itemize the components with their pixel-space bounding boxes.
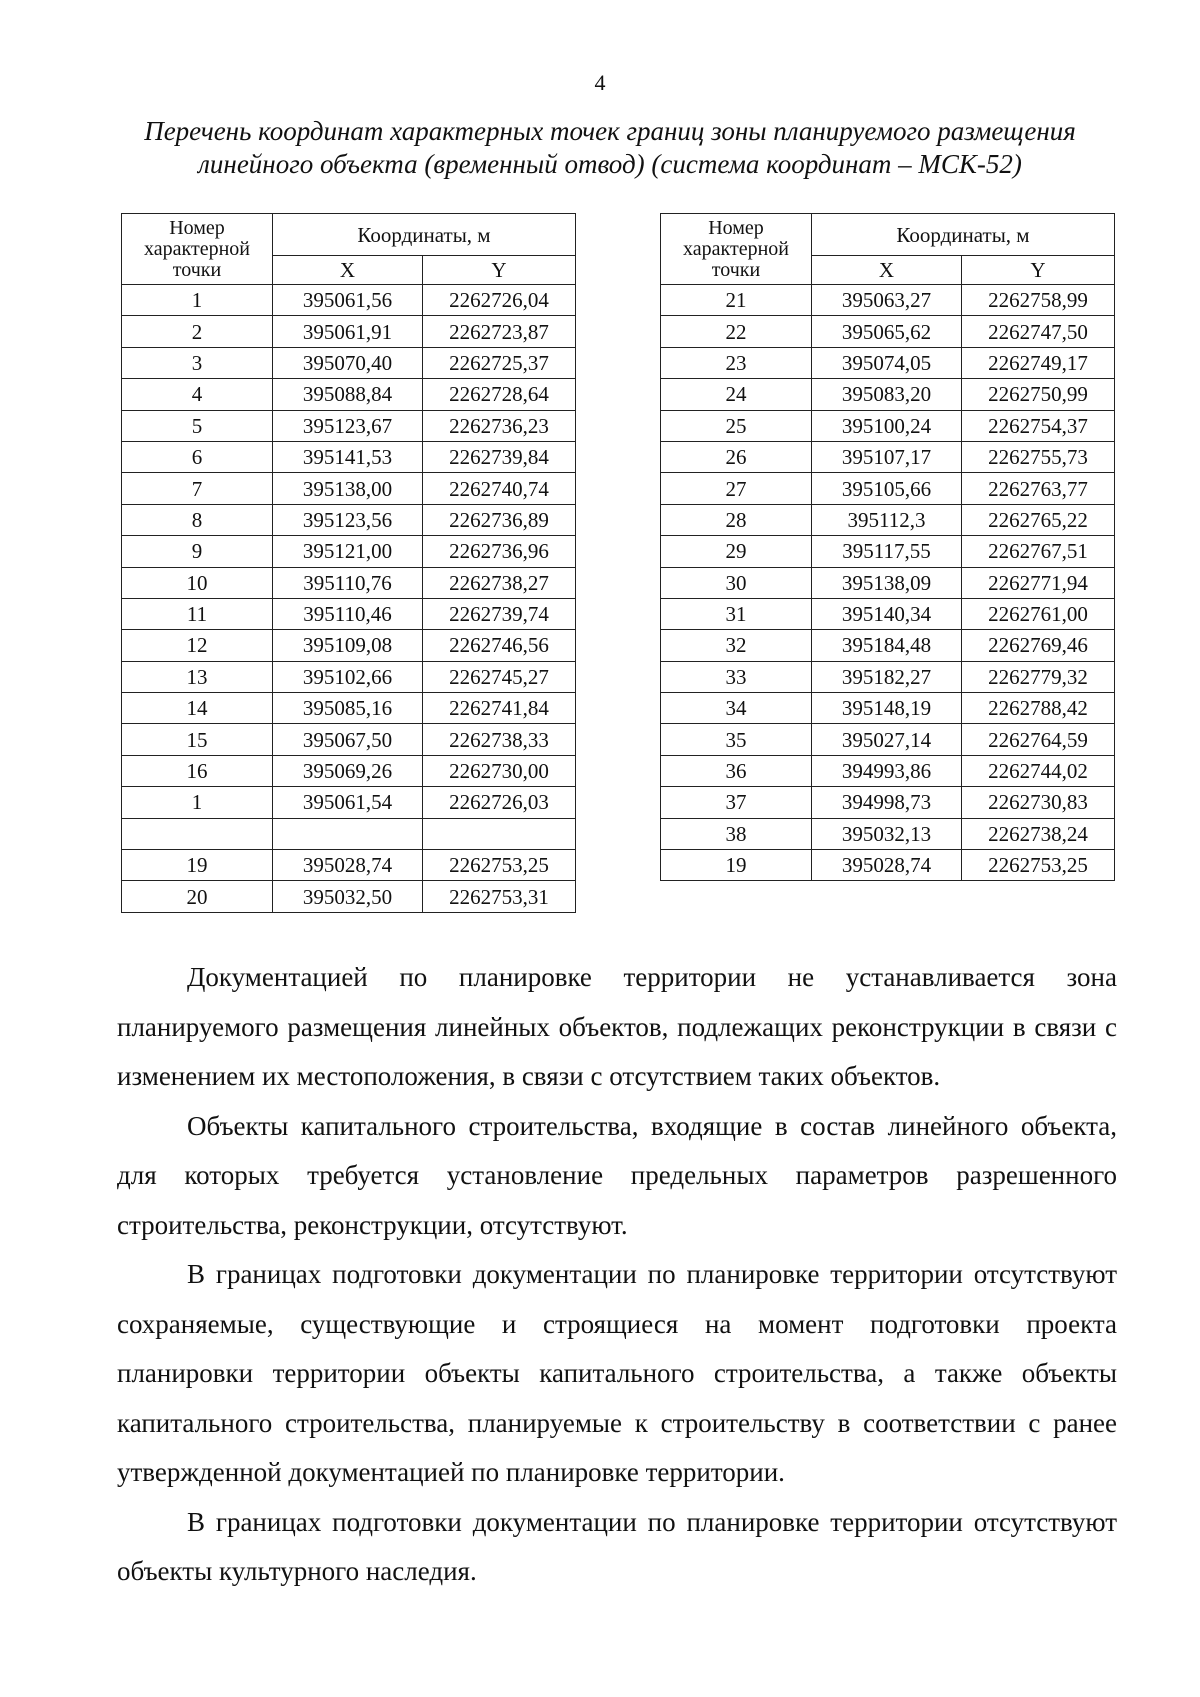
y-coordinate-cell: 2262740,74 [423,473,576,504]
point-number-header: Номер характерной точки [661,214,812,285]
point-number-cell: 2 [122,316,273,347]
table-row [661,787,1115,818]
y-coordinate-cell: 2262754,37 [962,410,1115,441]
point-number-cell: 22 [661,316,812,347]
table-row [122,818,576,849]
x-coordinate-cell: 395105,66 [812,473,962,504]
table-row [122,441,576,472]
y-coordinate-cell: 2262753,25 [962,850,1115,881]
y-coordinate-cell: 2262739,74 [423,598,576,629]
point-number-cell: 9 [122,536,273,567]
table-row [661,598,1115,629]
y-coordinate-cell: 2262758,99 [962,285,1115,316]
point-number-cell: 24 [661,379,812,410]
x-coordinate-cell: 395109,08 [273,630,423,661]
table-row [661,818,1115,849]
y-coordinate-cell [423,818,576,849]
coordinates-header: Координаты, м [273,214,576,256]
table-row [661,661,1115,692]
point-number-cell: 21 [661,285,812,316]
point-number-cell: 23 [661,347,812,378]
x-coordinate-cell: 395027,14 [812,724,962,755]
y-coordinate-cell: 2262749,17 [962,347,1115,378]
x-coordinate-cell: 395123,56 [273,504,423,535]
y-coordinate-cell: 2262747,50 [962,316,1115,347]
x-coordinate-cell: 395117,55 [812,536,962,567]
point-number-cell: 31 [661,598,812,629]
x-coordinate-cell: 395032,50 [273,881,423,912]
x-coordinate-cell: 395112,3 [812,504,962,535]
point-number-cell: 6 [122,441,273,472]
x-coordinate-cell: 394993,86 [812,755,962,786]
point-number-cell: 1 [122,787,273,818]
y-coordinate-cell: 2262730,83 [962,787,1115,818]
x-coordinate-cell: 395061,56 [273,285,423,316]
x-coordinate-cell: 395083,20 [812,379,962,410]
x-coordinate-cell: 395032,13 [812,818,962,849]
coordinates-table-right [660,213,1115,881]
table-row [661,567,1115,598]
y-coordinate-cell: 2262738,27 [423,567,576,598]
document-title [110,115,1110,181]
y-coordinate-cell: 2262788,42 [962,693,1115,724]
point-number-cell: 33 [661,661,812,692]
point-number-cell: 7 [122,473,273,504]
point-number-header: Номер характерной точки [122,214,273,285]
table-row [661,755,1115,786]
table-row [122,881,576,912]
y-coordinate-cell: 2262753,31 [423,881,576,912]
x-coordinate-cell: 395138,00 [273,473,423,504]
point-number-cell: 13 [122,661,273,692]
table-row [122,598,576,629]
x-coordinate-cell [273,818,423,849]
table-row [122,787,576,818]
x-coordinate-cell: 395141,53 [273,441,423,472]
x-coordinate-cell: 395074,05 [812,347,962,378]
y-coordinate-cell: 2262753,25 [423,850,576,881]
table-row [122,347,576,378]
table-row [122,693,576,724]
x-coordinate-cell: 395063,27 [812,285,962,316]
table-row [661,724,1115,755]
y-coordinate-cell: 2262750,99 [962,379,1115,410]
y-coordinate-cell: 2262736,96 [423,536,576,567]
table-left-body [122,285,576,913]
table-row [122,536,576,567]
y-coordinate-cell: 2262726,03 [423,787,576,818]
y-header: Y [962,256,1115,285]
y-coordinate-cell: 2262725,37 [423,347,576,378]
table-row [661,630,1115,661]
y-coordinate-cell: 2262726,04 [423,285,576,316]
y-coordinate-cell: 2262763,77 [962,473,1115,504]
point-number-cell: 19 [661,850,812,881]
point-number-cell: 25 [661,410,812,441]
point-number-cell: 19 [122,850,273,881]
paragraph-capital-objects: Объекты капитального строительства, входящие в состав линейного объекта, для которых требуется установление предельных параметров разрешенного строительства, реконструкции, отсутствуют. [117,1110,1117,1240]
point-number-cell: 14 [122,693,273,724]
point-number-cell: 36 [661,755,812,786]
x-coordinate-cell: 395123,67 [273,410,423,441]
x-coordinate-cell: 395110,76 [273,567,423,598]
point-number-cell: 15 [122,724,273,755]
point-number-cell: 11 [122,598,273,629]
x-coordinate-cell: 395138,09 [812,567,962,598]
y-coordinate-cell: 2262744,02 [962,755,1115,786]
point-number-cell: 30 [661,567,812,598]
table-row [122,473,576,504]
x-coordinate-cell: 395069,26 [273,755,423,786]
y-coordinate-cell: 2262736,89 [423,504,576,535]
x-header: X [812,256,962,285]
point-number-cell: 5 [122,410,273,441]
y-coordinate-cell: 2262771,94 [962,567,1115,598]
body-text [117,953,1117,1597]
table-row [122,850,576,881]
table-row [661,693,1115,724]
table-right-body [661,285,1115,881]
x-coordinate-cell: 395028,74 [273,850,423,881]
x-coordinate-cell: 395184,48 [812,630,962,661]
y-coordinate-cell: 2262738,24 [962,818,1115,849]
point-number-cell: 20 [122,881,273,912]
point-number-cell: 35 [661,724,812,755]
x-coordinate-cell: 395067,50 [273,724,423,755]
point-number-cell: 34 [661,693,812,724]
x-coordinate-cell: 395065,62 [812,316,962,347]
x-coordinate-cell: 395121,00 [273,536,423,567]
point-number-cell: 38 [661,818,812,849]
x-coordinate-cell: 395140,34 [812,598,962,629]
table-row [122,316,576,347]
coordinates-header: Координаты, м [812,214,1115,256]
table-row [661,536,1115,567]
point-number-cell: 8 [122,504,273,535]
y-coordinate-cell: 2262745,27 [423,661,576,692]
x-coordinate-cell: 395100,24 [812,410,962,441]
x-coordinate-cell: 395061,91 [273,316,423,347]
table-row [122,410,576,441]
y-coordinate-cell: 2262736,23 [423,410,576,441]
x-coordinate-cell: 395148,19 [812,693,962,724]
point-number-cell: 28 [661,504,812,535]
y-coordinate-cell: 2262738,33 [423,724,576,755]
paragraph-cultural-heritage: В границах подготовки документации по планировке территории отсутствуют объекты культурного наследия. [117,1506,1117,1586]
y-coordinate-cell: 2262765,22 [962,504,1115,535]
table-row [661,347,1115,378]
coordinates-table-left [121,213,576,913]
point-number-cell: 32 [661,630,812,661]
y-coordinate-cell: 2262746,56 [423,630,576,661]
y-coordinate-cell: 2262723,87 [423,316,576,347]
table-row [122,285,576,316]
y-coordinate-cell: 2262728,64 [423,379,576,410]
x-coordinate-cell: 395107,17 [812,441,962,472]
point-number-cell: 27 [661,473,812,504]
y-coordinate-cell: 2262769,46 [962,630,1115,661]
page-number: 4 [594,70,606,95]
point-number-cell: 37 [661,787,812,818]
point-number-cell: 16 [122,755,273,786]
y-coordinate-cell: 2262764,59 [962,724,1115,755]
table-row [122,630,576,661]
x-coordinate-cell: 395110,46 [273,598,423,629]
table-row [661,441,1115,472]
y-coordinate-cell: 2262779,32 [962,661,1115,692]
y-header: Y [423,256,576,285]
title-line-2: линейного объекта (временный отвод) (система координат – МСК-52) [198,149,1022,179]
table-row [122,755,576,786]
x-coordinate-cell: 395102,66 [273,661,423,692]
table-row [661,379,1115,410]
table-row [122,504,576,535]
x-coordinate-cell: 395061,54 [273,787,423,818]
x-coordinate-cell: 395028,74 [812,850,962,881]
y-coordinate-cell: 2262730,00 [423,755,576,786]
y-coordinate-cell: 2262741,84 [423,693,576,724]
table-row [122,379,576,410]
table-row [122,724,576,755]
y-coordinate-cell: 2262767,51 [962,536,1115,567]
table-row [661,410,1115,441]
x-coordinate-cell: 395182,27 [812,661,962,692]
y-coordinate-cell: 2262755,73 [962,441,1115,472]
table-row [661,285,1115,316]
table-row [122,567,576,598]
point-number-cell: 29 [661,536,812,567]
table-row [661,473,1115,504]
paragraph-zone: Документацией по планировке территории не устанавливается зона планируемого размещения линейных объектов, подлежащих реконструкции в связи с изменением их местоположения, в связи с отсутствием таких объектов. [117,962,1117,1091]
x-coordinate-cell: 395070,40 [273,347,423,378]
table-row [661,850,1115,881]
table-row [122,661,576,692]
point-number-cell: 12 [122,630,273,661]
x-coordinate-cell: 395085,16 [273,693,423,724]
point-number-cell: 1 [122,285,273,316]
x-header: X [273,256,423,285]
paragraph-existing-objects: В границах подготовки документации по планировке территории отсутствуют сохраняемые, существующие и строящиеся на момент подготовки проекта планировки территории объекты капитального строительства, а также объекты капитального строительства, планируемые к строительству в соответствии с ранее утвержденной документацией по планировке территории. [117,1259,1117,1487]
point-number-cell: 10 [122,567,273,598]
point-number-cell: 26 [661,441,812,472]
table-row [661,316,1115,347]
x-coordinate-cell: 394998,73 [812,787,962,818]
point-number-cell: 4 [122,379,273,410]
y-coordinate-cell: 2262761,00 [962,598,1115,629]
point-number-cell [122,818,273,849]
title-line-1: Перечень координат характерных точек границ зоны планируемого размещения [144,116,1076,146]
x-coordinate-cell: 395088,84 [273,379,423,410]
table-row [661,504,1115,535]
y-coordinate-cell: 2262739,84 [423,441,576,472]
point-number-cell: 3 [122,347,273,378]
